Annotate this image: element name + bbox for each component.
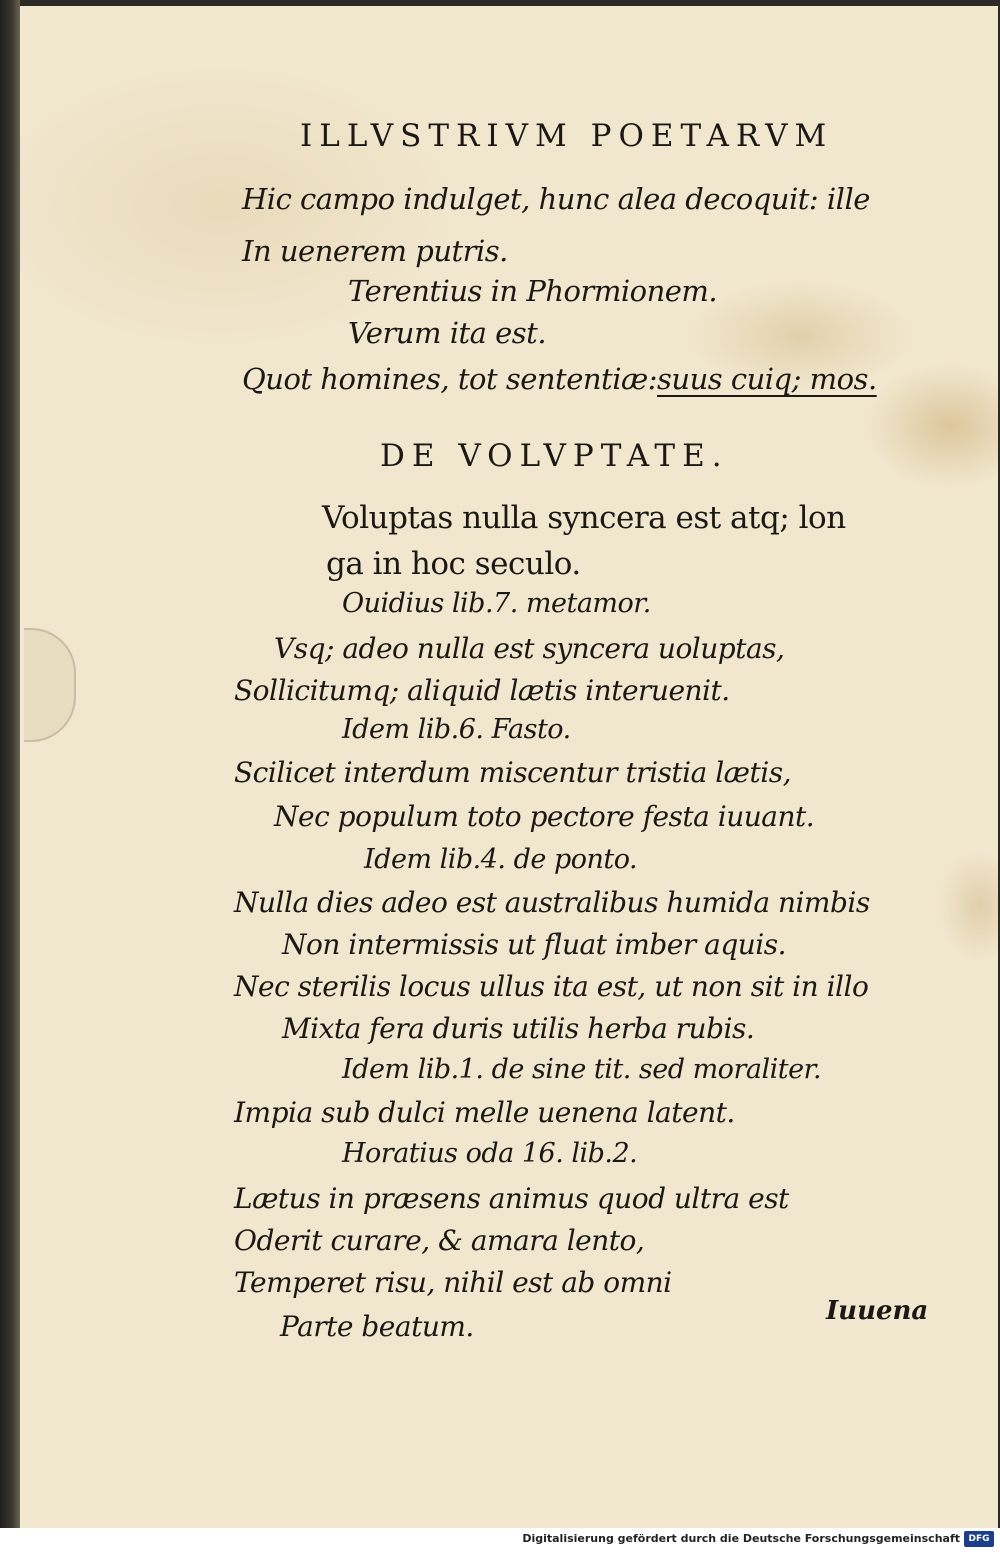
verse-line-4: Nec populum toto pectore festa iuuant. <box>274 800 815 833</box>
verse-line-1: Vsq; adeo nulla est syncera uoluptas, <box>274 632 785 665</box>
section-heading: DE VOLVPTATE. <box>380 438 729 474</box>
source-line-terentius: Terentius in Phormionem. <box>348 274 718 308</box>
source-line-sine-tit: Idem lib.1. de sine tit. sed moraliter. <box>342 1054 822 1085</box>
dfg-logo-icon: DFG <box>964 1531 994 1547</box>
book-spine-edge <box>0 0 20 1552</box>
source-line-horatius: Horatius oda 16. lib.2. <box>342 1138 638 1169</box>
text-line-2: In uenerem putris. <box>242 234 508 268</box>
book-page <box>20 6 998 1528</box>
text-line-4: Verum ita est. <box>348 316 547 350</box>
verse-line-6: Non intermissis ut fluat imber aquis. <box>282 928 786 961</box>
verse-line-9: Impia sub dulci melle uenena latent. <box>234 1096 735 1129</box>
source-line-fasti: Idem lib.6. Fasto. <box>342 714 571 745</box>
underlined-phrase: suus cuiq; mos. <box>657 362 877 396</box>
source-line-ovid-metamor: Ouidius lib.7. metamor. <box>342 588 651 619</box>
verse-line-13: Parte beatum. <box>280 1310 474 1343</box>
dfg-credit: Digitalisierung gefördert durch die Deutsche Forschungsgemeinschaft <box>522 1532 960 1545</box>
verse-line-7: Nec sterilis locus ullus ita est, ut non sit in illo <box>234 970 869 1003</box>
verse-line-10: Lætus in præsens animus quod ultra est <box>234 1182 789 1215</box>
verse-line-2: Sollicitumq; aliquid lætis interuenit. <box>234 674 730 707</box>
page-tab-notch <box>24 628 76 742</box>
footer-bar <box>0 1528 1000 1552</box>
section-lemma-line-2: ga in hoc seculo. <box>326 546 581 582</box>
verse-line-8: Mixta fera duris utilis herba rubis. <box>282 1012 755 1045</box>
verse-line-3: Scilicet interdum miscentur tristia lætis, <box>234 756 791 789</box>
section-lemma-line-1: Voluptas nulla syncera est atq; lon <box>322 500 846 536</box>
verse-line-11: Oderit curare, & amara lento, <box>234 1224 645 1257</box>
text-line-1: Hic campo indulget, hunc alea decoquit: ille <box>242 182 870 216</box>
verse-line-12: Temperet risu, nihil est ab omni <box>234 1266 672 1299</box>
source-line-ponto: Idem lib.4. de ponto. <box>364 844 638 875</box>
text-line-5 <box>242 362 877 396</box>
text-line-5-main: Quot homines, tot sententiæ: <box>242 362 658 396</box>
catchword: Iuuena <box>826 1296 929 1326</box>
verse-line-5: Nulla dies adeo est australibus humida nimbis <box>234 886 870 919</box>
running-head: ILLVSTRIVM POETARVM <box>300 118 834 154</box>
